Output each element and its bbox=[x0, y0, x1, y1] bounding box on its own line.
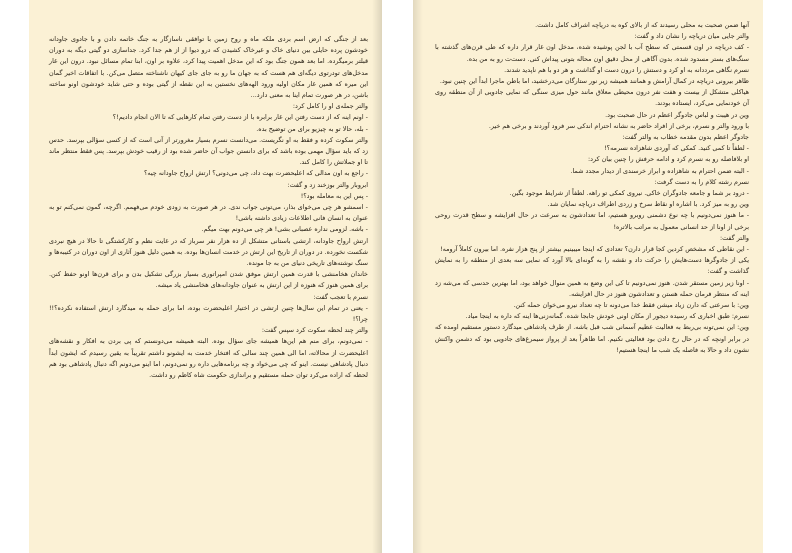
paragraph: والتر چند لحظه سکوت کرد سپس گفت: bbox=[261, 326, 368, 335]
left-page-gutter-shadow bbox=[372, 0, 382, 553]
paragraph: آنها ضمن صحبت به محلی رسیدند که از بالای کوه به دریاچه اشراف کامل داشت. bbox=[535, 21, 749, 29]
paragraph: نسرم رشته کلام را به دست گرفت: bbox=[654, 177, 749, 186]
paragraph: نسرم: طبق اخباری که رسیده دیجور از مکان اونی خودش جابجا شده. گمانه‌زنی‌ها اینه که داره به اینجا میاد. bbox=[465, 312, 749, 321]
paragraph: با ورود والتر و نسرم، برخی از افراد حاضر به نشانه احترام اندکی سر فرود آوردند و برخی هم خیر. bbox=[488, 121, 749, 130]
paragraph: والتر سکوت کرده و فقط به او نگریست. می‌دانست نسرم بسیار مغرورتر از آنی است که از کسی سؤالی بپرسد. حدس زد که باید سؤال مهمی بوده باشد که برای دانستن جواب آن حاضر شده بود از رقیب خودش بپرسد. پس فقط منتظر ماند تا او جملاتش را کامل کند. bbox=[49, 135, 368, 167]
paragraph: - این نقاطی که مشخص کردین کجا قرار دارن؟ تعدادی که اینجا میبینیم بیشتر از پنج هزار نفره. اما بیرون کاملاً آرومه! bbox=[440, 245, 749, 254]
paragraph: بعد از جنگی که ارض اسم بردی ملکه ماه و روح زمین با توافقی ناسازگار به جنگ خاتمه دادن و با جادوی جاودانه خودشون پرده حایلی بین دنیای خاک و غیرخاک کشیدن که درو دیوا از از هم جدا کرد. جداسازی دو گیتی دیگه به دوران قبلتر برمیگرده. اما بعد همون جنگ بود که این مدخل اهمیت پیدا کرد، علاوه بر اون، ابنا تمام مسائل نبود. درون این غار مدخل‌های تودرتوی دیگه‌ای هم هست که به جهان ما رو به جای جای کیهان ناشناخته متصل می‌کن. با اتفاقات اخیر گمان این میره که همین غار مکان اولیه ورود الهه‌های نخستین به این نقطه از گیتی بوده و حتی شاید خودشون اونو ساخته باشن، در هر صورت تمام اینا به معنی دارد... bbox=[49, 35, 368, 100]
paragraph: - کف دریاچه در اون قسمتی که سطح آب با لجن پوشیده شده، مدخل اون غار قرار داره که طی قرن‌های گذشته با سنگ‌های بستر مسدود شده. بدون آگاهی از محل دقیق اون محاله بتونی پیداش کنی. دست‌ت رو به من بده. bbox=[435, 43, 749, 63]
paragraph: ارتش ارواح جاودانه، ارتشی باستانی متشکل از ده هزار نفر سرباز که در غایت نظم و کارکشتگی تا حالا در هیچ نبردی شکست نخورده. در دوران از تاریخ این ارتش در خدمت انسان‌ها بوده. به همین دلیل هنوز آثاری از اون دوران در کتیبه‌ها و سنگ نوشته‌های تاریخی دنیای من به جا مونده. bbox=[49, 236, 368, 268]
paragraph: - راجع به اون مدالی که اعلیحضرت بهت داد، چی می‌دونی؟ ارتش ارواح جاودانه چیه؟ bbox=[144, 169, 368, 178]
paragraph: ظاهر بیرونی دریاچه در کمال آرامش و همانند همیشه زیر نور ستارگان می‌درخشید، اما باطن ماجرا ابداً این چنین نبود. bbox=[439, 77, 749, 86]
paragraph: والتر گفت: bbox=[720, 233, 749, 242]
paragraph: - پس این به معامله بود؟! bbox=[300, 191, 368, 200]
paragraph: - اسمشو هر چی می‌خوای بذار، می‌تونی جواب ندی. در هر صورت به زودی خودم می‌فهمم. اگرچه، گمون نمی‌کنم تو به عنوان به انسان فانی اطلاعات زیادی داشته باشی! bbox=[49, 203, 368, 223]
paragraph: نسرم نگاهی مرددانه به او کرد و دستش را درون دست او گذاشت و هر دو با هم ناپدید شدند. bbox=[504, 65, 749, 74]
paragraph: وین: این نمی‌تونه بی‌ربط به فعالیت عظیم آسمانی شب قبل باشه. از طرف پادشاهی میدگارد دستور مستقیم اومده که در برابر اونچه که در حال رخ دادن بود فعالیتی نکنیم. اما ظاهراً بعد از پرواز سیمرغ‌های جادویی بود که دشمن واکنش نشون داد و حالا به فاصله یک شب ما اینجا هستیم! bbox=[435, 323, 749, 354]
paragraph: - البته ضمن احترام به شاهزاده و ابراز خرسندی از دیدار مجدد شما. bbox=[570, 166, 749, 175]
left-page bbox=[29, 0, 382, 553]
paragraph: او بلافاصله رو به نسرم کرد و ادامه حرفش را چنین بیان کرد: bbox=[587, 155, 749, 164]
paragraph: وین: با سرعتی که دارن زیاد میشن فقط خدا می‌دونه تا چه تعداد نیرو می‌خوان حمله کنن. bbox=[513, 301, 749, 310]
paragraph: والتر جمله‌ی او را کامل کرد: bbox=[292, 102, 368, 111]
paragraph: هیاکلی متشکل از بیست و هفت نفر درون محیطی معلاق مانند حول میزی سنگی که نمایی جادویی از آن منطقه روی آن خودنمایی می‌کرد، ایستاده بودند. bbox=[435, 88, 749, 108]
paragraph: - یعنی در تمام این سال‌ها چنین ارتشی در اختیار اعلیحضرت بوده، اما برای حمله به میدگارد ارتش استفاده نکرده؟!! چرا؟! bbox=[49, 303, 368, 324]
paragraph: - درود بر شما و جامعه جادوگران خاکی. نیروی کمکی تو راهه. لطفاً از شرایط موجود بگین. bbox=[509, 189, 749, 198]
paragraph: وین در هیبت و لباس جادوگر اعظم در حال صحبت بود. bbox=[605, 110, 749, 119]
paragraph: - اونم اینه که از دست رفتن این غار برابره با از دست رفتن تمام کارهایی که تا الان انجام دادیم!؟ bbox=[112, 113, 368, 122]
paragraph: یکی از جادوگرها دست‌هایش را حرکت داد و نقشه را به گونه‌ای بالا آورد که نمایی سه بعدی از منطقه را به نمایش گذاشت و گفت: bbox=[435, 256, 749, 276]
paragraph: وین رو به میز کرد. با اشاره او نقاط سرخ و زردی اطراف دریاچه نمایان شد. bbox=[547, 200, 749, 209]
paragraph: جادوگر اعظم بدون مقدمه خطاب به والتر گفت: bbox=[622, 133, 749, 142]
paragraph: ابروبار والتر بوزخند زد و گفت: bbox=[287, 180, 368, 189]
paragraph: - نمی‌دونم، برای منم هم این‌ها همیشه جای سؤال بوده. البته همیشه می‌دونستم که پی بردن به افکار و نقشه‌های اعلیحضرت از محالاته، اما الی همین چند سالی که افتخار خدمت به ایشونو داشتم تقریباً به یقین رسیدم که ایشون ابداً دنبال پادشاهی نیست. اینو که چی می‌خواد و چه برنامه‌هایی داره رو نمی‌دونم، اما اینو می‌دونم اگه دنبال پادشاهی بود هم لحظه که اراده می‌کرد توان حمله مستقیم و براندازی حکومت شاه کاظم رو داشت. bbox=[49, 337, 368, 380]
paragraph: نسرم با تعجب گفت: bbox=[313, 292, 368, 301]
paragraph: - لطفاً تا کمی کنید. کمکی که آوردی شاهزاده نسرمه؟! bbox=[604, 144, 749, 153]
paragraph: خاندان هخامنشی با قدرت همین ارتش موفق شدن امپراتوری بسیار بزرگی تشکیل بدن و برای قرن‌ها اونو حفظ کنن. برای همین هنوز که هنوزه از این ارتش به عنوان جاودانه‌های هخامنشی یاد میشه. bbox=[49, 270, 368, 290]
left-page-text bbox=[49, 34, 368, 381]
paragraph: والتر جایی میان دریاچه را نشان داد و گفت: bbox=[634, 32, 749, 41]
paragraph: - اونا زیر زمین مستقر شدن. هنوز نمی‌دونیم تا کی این وضع به همین منوال خواهد بود، اما بهترین حدسی که می‌شه زد اینه که منتظر فرمان حمله هستن و تعدادشون هنوز در حال افزایشه. bbox=[435, 278, 749, 298]
right-page-text bbox=[435, 20, 749, 356]
right-page bbox=[413, 0, 763, 553]
paragraph: - ما هنوز نمی‌دونیم با چه نوع دشمنی روبرو هستیم، اما تعدادشون به سرعت در حال افزایشه و سطح قدرت روحی برخی از اونا از حد انسانی معمول به مراتب بالاتره! bbox=[435, 211, 749, 231]
paragraph: - بله، حالا تو به چیزیو برای من توضیح بده. bbox=[256, 124, 368, 133]
paragraph: - باشه. لزومی نداره عصبانی بشی! هر چی می‌دونم بهت میگم. bbox=[201, 225, 368, 234]
right-page-gutter-shadow bbox=[413, 0, 423, 553]
